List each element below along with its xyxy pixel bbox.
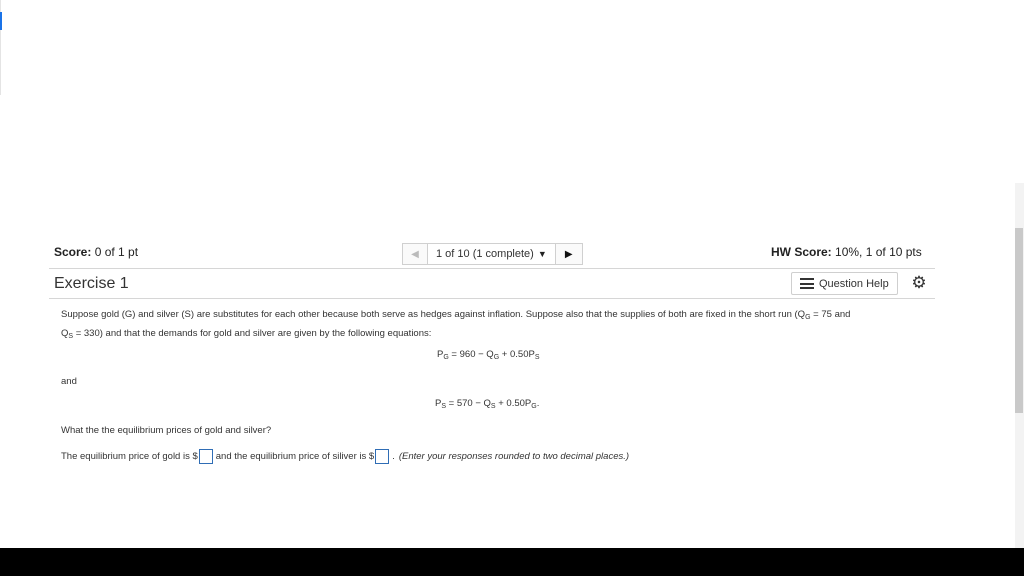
next-question-button[interactable] <box>555 244 582 264</box>
triangle-right-icon: ▶ <box>564 248 573 260</box>
hw-score-value: 10%, 1 of 10 pts <box>835 245 922 259</box>
focus-indicator <box>0 12 2 30</box>
gear-icon[interactable]: ⚙ <box>911 273 927 292</box>
answer-end: . <box>392 451 395 462</box>
score-label: Score: <box>54 245 92 259</box>
bottom-bar <box>0 548 1024 576</box>
triangle-left-icon: ◀ <box>411 248 419 260</box>
silver-demand-equation: $P_S = 570 - Q_S + 0.50P_G$. <box>435 398 540 410</box>
answer-text-silver: and the equilibrium price of siliver is $ <box>215 451 375 462</box>
gold-price-input[interactable] <box>199 449 213 464</box>
question-progress: 1 of 10 (1 complete) <box>436 248 534 260</box>
question-dropdown[interactable] <box>428 244 555 264</box>
question-help-button[interactable] <box>791 272 898 295</box>
gold-demand-equation: $P_G = 960 - Q_G + 0.50P_S$ <box>437 349 540 361</box>
scrollbar-thumb[interactable] <box>1015 228 1023 413</box>
question-text: What the the equilibrium prices of gold and silver? <box>61 425 272 436</box>
prev-question-button[interactable] <box>403 244 428 264</box>
score-value: 0 of 1 pt <box>94 245 139 259</box>
rounding-hint: (Enter your responses rounded to two decimal places.) <box>398 451 630 462</box>
silver-price-input[interactable] <box>375 449 389 464</box>
question-navigator <box>402 243 583 265</box>
and-text: and <box>61 376 77 387</box>
exercise-header <box>49 268 935 299</box>
exercise-title: Exercise 1 <box>54 275 129 292</box>
hw-score-label: HW Score: <box>771 245 832 259</box>
question-help-label: Question Help <box>819 277 889 290</box>
answer-line <box>61 449 629 464</box>
list-icon <box>800 278 814 289</box>
chevron-down-icon: ▼ <box>537 249 547 259</box>
score <box>54 245 138 259</box>
problem-statement: Suppose gold (G) and silver (S) are substitutes for each other because both serve as hedges against inflation. Suppose also that the supplies of both are fixed in the short run ($Q_G = 75$ and $Q_S = 330$) and that the demands for gold and silver are given by the following equations: <box>61 309 851 340</box>
hw-score <box>771 245 922 259</box>
answer-text-gold: The equilibrium price of gold is $ <box>61 451 198 462</box>
